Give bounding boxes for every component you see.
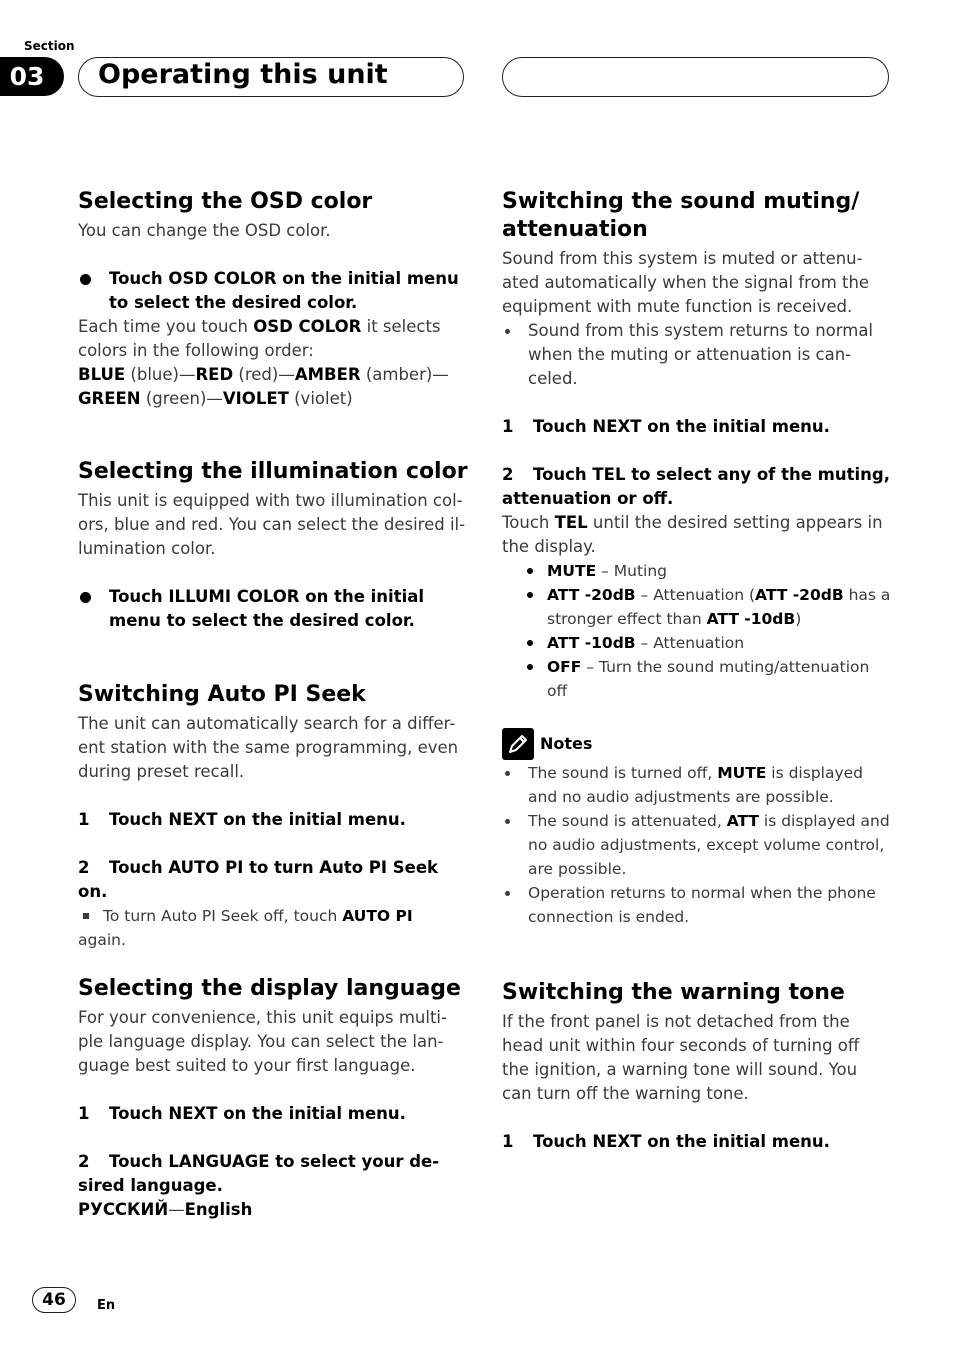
- muting-body-2: Touch TEL until the desired setting appears in the display.: [502, 513, 883, 556]
- list-item: Operation returns to normal when the phone connection is ended.: [502, 881, 892, 929]
- muting-body: Sound from this system is muted or attenu- ated automatically when the signal from the equipment with mute function is received.: [502, 249, 870, 316]
- list-item: OFF – Turn the sound muting/attenuation off: [522, 655, 892, 703]
- auto-pi-section: [78, 681, 468, 952]
- muting-section: [502, 188, 892, 703]
- notes-list: [502, 761, 892, 929]
- auto-pi-heading: Switching Auto PI Seek: [78, 682, 366, 707]
- muting-step-2: 2 Touch TEL to select any of the muting, attenuation or off.: [502, 465, 890, 508]
- auto-pi-step-1: 1 Touch NEXT on the initial menu.: [78, 810, 406, 829]
- illumination-heading: Selecting the illumination color: [78, 459, 468, 484]
- list-item: ATT -10dB – Attenuation: [522, 631, 892, 655]
- illumination-body: This unit is equipped with two illumination col- ors, blue and red. You can select the desired il- lumination color.: [78, 491, 466, 558]
- language-heading: Selecting the display language: [78, 976, 461, 1001]
- language-step-1: 1 Touch NEXT on the initial menu.: [78, 1104, 406, 1123]
- illumination-instruction: [78, 585, 468, 633]
- osd-body: Each time you touch OSD COLOR it selects colors in the following order:: [78, 317, 441, 360]
- page-title: Operating this unit: [98, 59, 388, 90]
- warning-section: [502, 979, 892, 1154]
- notes-label: Notes: [540, 734, 593, 753]
- warning-heading: Switching the warning tone: [502, 980, 845, 1005]
- language-step-2: 2 Touch LANGUAGE to select your de- sired language.: [78, 1152, 440, 1195]
- list-item: Sound from this system returns to normal when the muting or attenuation is can- celed.: [502, 319, 892, 391]
- auto-pi-body: The unit can automatically search for a differ- ent station with the same programming, even during preset recall.: [78, 714, 459, 781]
- osd-heading: Selecting the OSD color: [78, 189, 373, 214]
- language-code: En: [97, 1298, 116, 1313]
- illumination-section: [78, 458, 468, 633]
- illumination-instruction-text: Touch ILLUMI COLOR on the initial menu to select the desired color.: [109, 587, 425, 630]
- osd-intro: You can change the OSD color.: [78, 221, 331, 240]
- list-item: ATT -20dB – Attenuation (ATT -20dB has a stronger effect than ATT -10dB): [522, 583, 892, 631]
- bullet-dot-icon: [80, 274, 91, 285]
- osd-instruction-text: Touch OSD COLOR on the initial menu to select the desired color.: [109, 269, 459, 312]
- list-item: The sound is turned off, MUTE is displayed and no audio adjustments are possible.: [502, 761, 892, 809]
- warning-body: If the front panel is not detached from the head unit within four seconds of turning off the ignition, a warning tone will sound. You can turn off the warning tone.: [502, 1012, 860, 1103]
- bullet-dot-icon: [80, 592, 91, 603]
- osd-instruction: [78, 267, 468, 315]
- list-item: MUTE – Muting: [522, 559, 892, 583]
- list-item: The sound is attenuated, ATT is displayed and no audio adjustments, except volume control, are possible.: [502, 809, 892, 881]
- muting-bullets: [502, 319, 892, 391]
- header-empty-frame: [502, 57, 889, 97]
- language-section: [78, 975, 468, 1222]
- auto-pi-note-tail: again.: [78, 931, 126, 949]
- muting-step-1: 1 Touch NEXT on the initial menu.: [502, 417, 830, 436]
- notes-section: [502, 728, 892, 929]
- auto-pi-note: To turn Auto PI Seek off, touch AUTO PI: [78, 904, 468, 928]
- warning-step-1: 1 Touch NEXT on the initial menu.: [502, 1132, 830, 1151]
- notes-header: [502, 728, 892, 760]
- section-label: Section: [24, 39, 75, 53]
- page-number: 46: [32, 1287, 76, 1313]
- language-body: For your convenience, this unit equips multi- ple language display. You can select the lan- guage best suited to your first language.: [78, 1008, 447, 1075]
- osd-color-sequence: BLUE (blue)—RED (red)—AMBER (amber)— GREEN (green)—VIOLET (violet): [78, 365, 449, 408]
- auto-pi-step-2: 2 Touch AUTO PI to turn Auto PI Seek on.: [78, 858, 439, 901]
- muting-options: [502, 559, 892, 703]
- pencil-icon: [502, 728, 534, 760]
- muting-heading: Switching the sound muting/ attenuation: [502, 189, 860, 242]
- language-options: РУССКИЙ—English: [78, 1200, 253, 1219]
- square-bullet-icon: [83, 913, 89, 919]
- section-number-badge: 03: [0, 57, 64, 96]
- osd-section: [78, 188, 468, 411]
